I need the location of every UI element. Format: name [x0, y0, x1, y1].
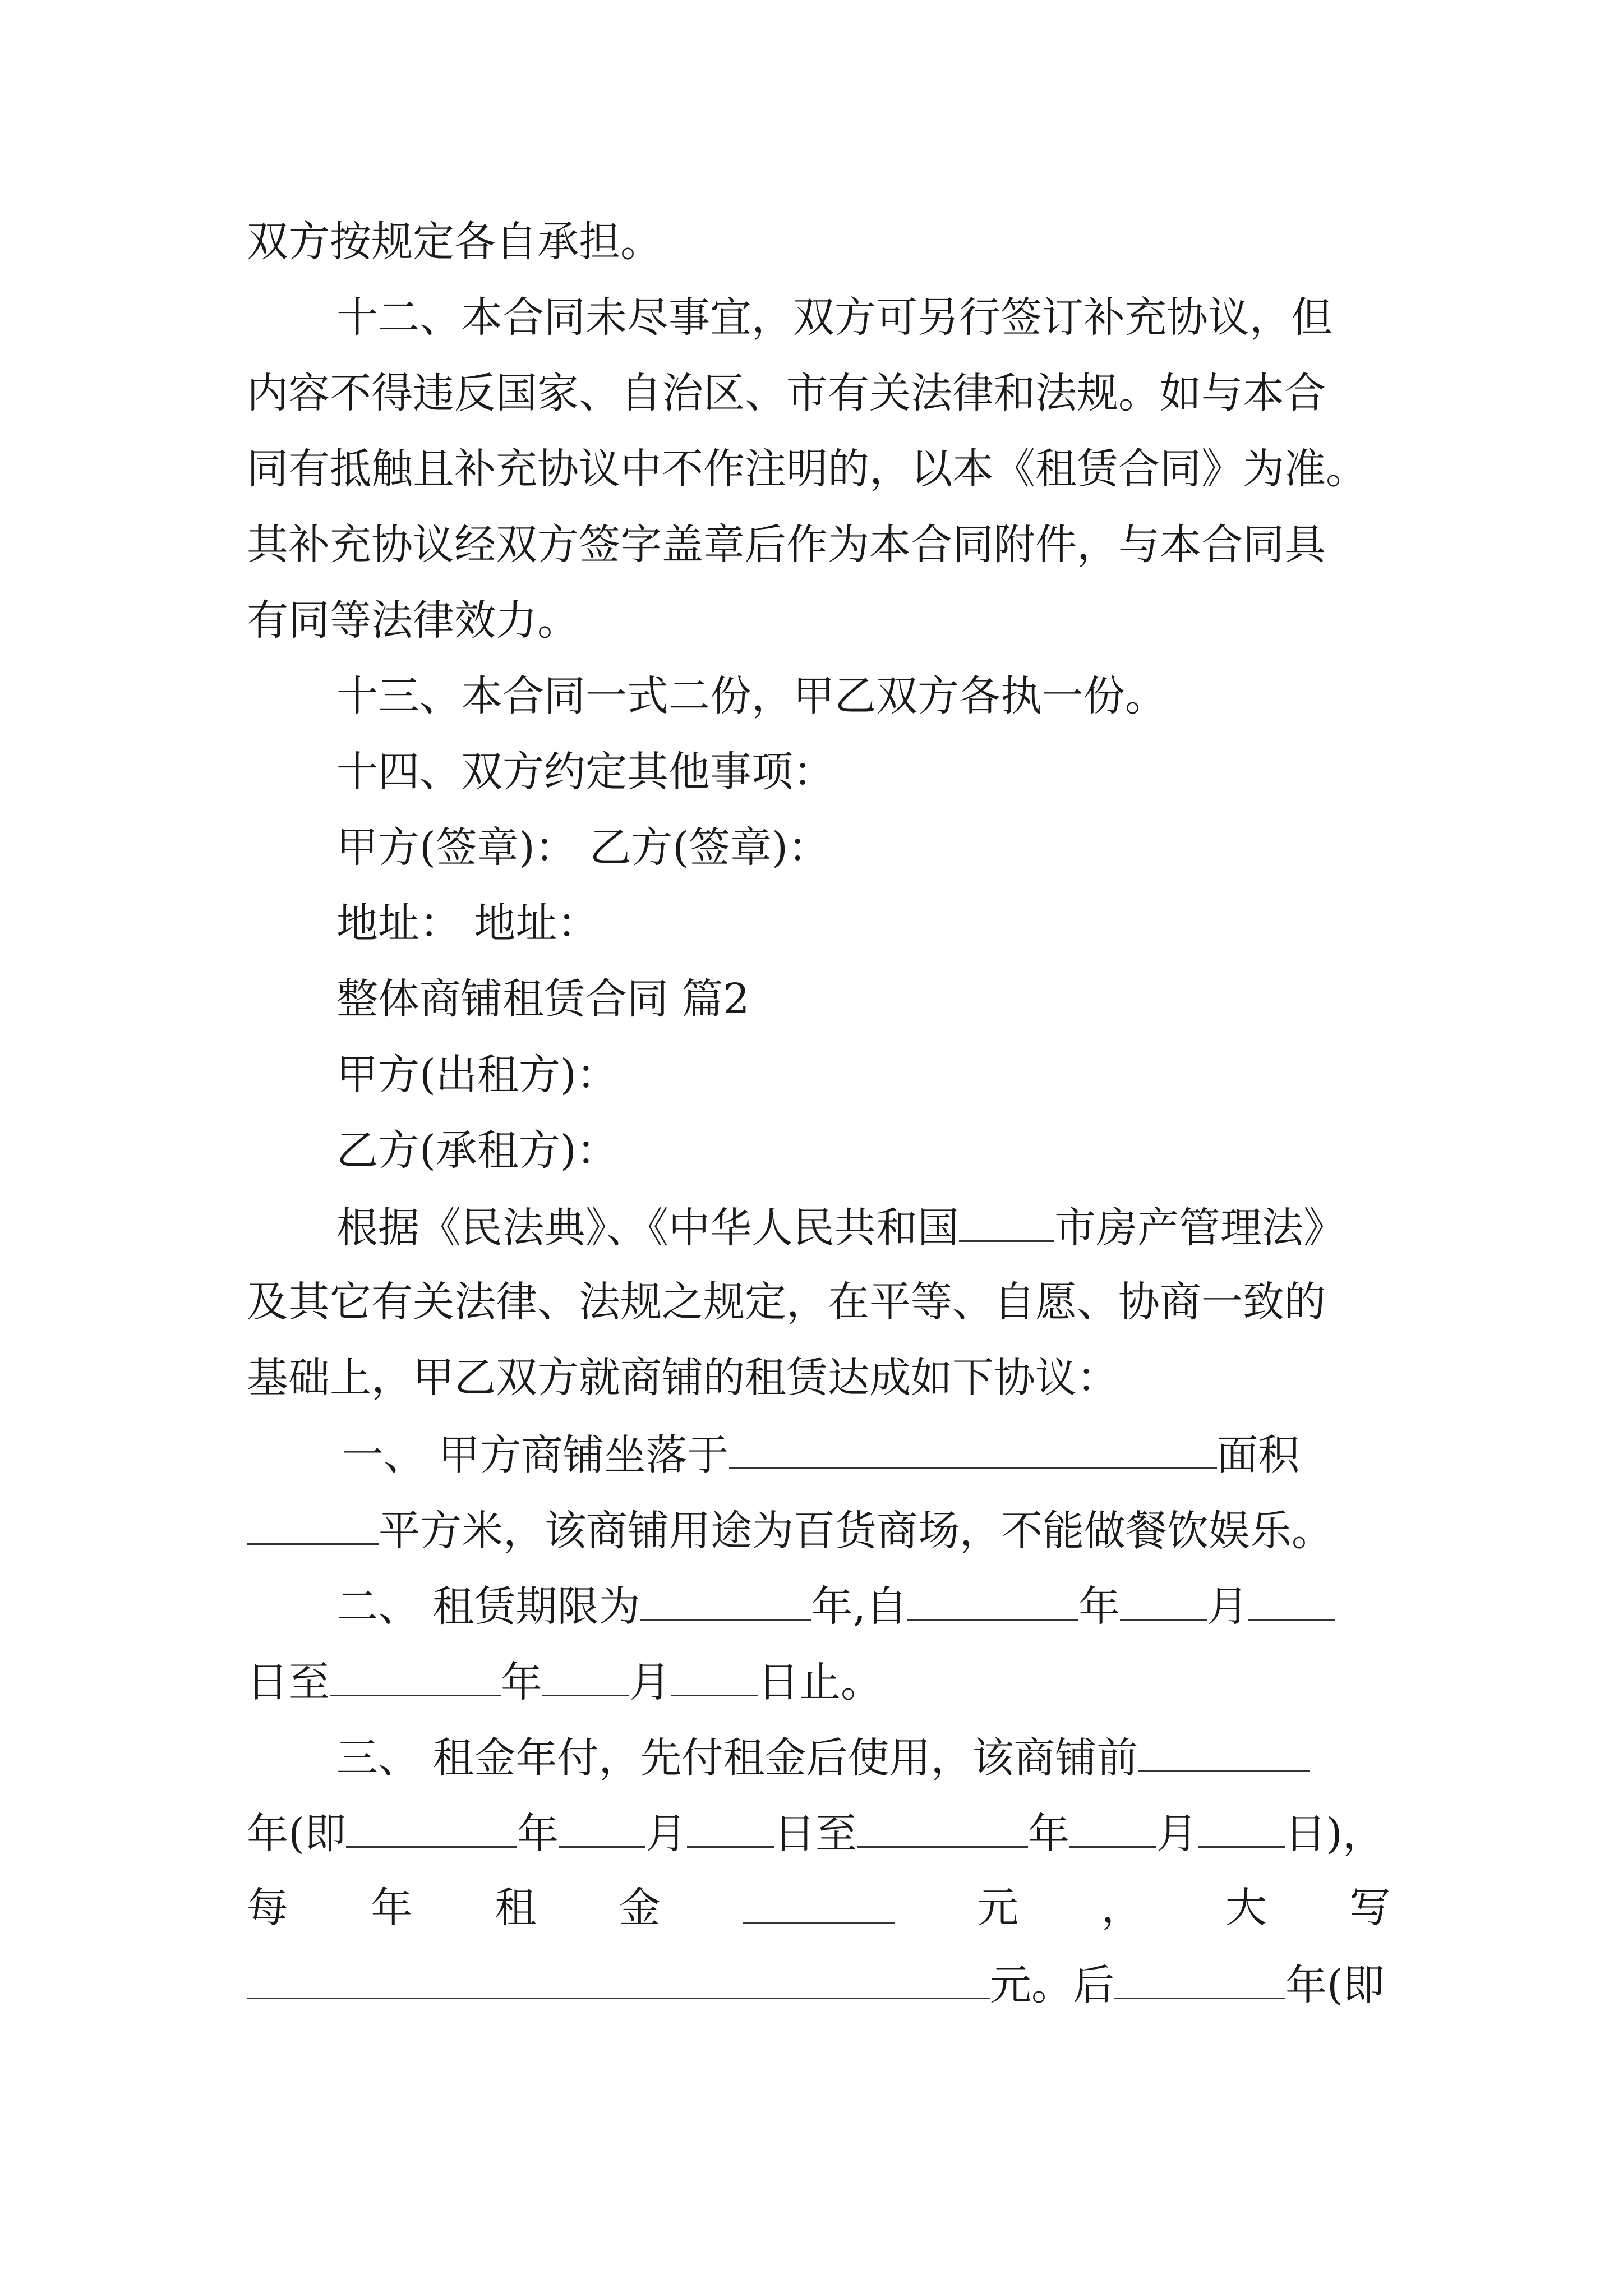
party-a-line: 甲方(出租方)： [336, 1051, 618, 1099]
end-year-blank [330, 1650, 501, 1696]
item-3-text-g: 月 [1156, 1810, 1198, 1858]
period-start-day-blank [687, 1801, 774, 1848]
section-2-title: 整体商铺租赁合同 篇2 [336, 975, 750, 1023]
item-2-text-a: 二、 租赁期限为 [336, 1582, 640, 1631]
first-period-years-blank [1138, 1726, 1310, 1772]
location-blank [729, 1423, 1217, 1469]
period-end-year-blank [857, 1801, 1028, 1848]
spread-char: 元 [977, 1884, 1019, 1932]
spread-char: 年 [371, 1884, 413, 1932]
item-3-line-1 [336, 1726, 1391, 1787]
item-2-text-e: 日至 [247, 1658, 330, 1706]
clause-11-end: 双方按规定各自承担。 [247, 218, 662, 266]
clause-12-line-5: 有同等法律效力。 [247, 596, 579, 645]
clause-12-line-4: 其补充协议经双方签字盖章后作为本合同附件，与本合同具 [247, 521, 1326, 569]
preamble-line-1 [336, 1195, 1391, 1257]
party-b-line: 乙方(承租方)： [336, 1126, 618, 1175]
item-2-text-h: 日止。 [758, 1658, 882, 1706]
item-1-line-1 [342, 1423, 1396, 1484]
spread-char: 租 [495, 1884, 537, 1932]
signature-line: 甲方(签章)： 乙方(签章)： [336, 823, 830, 872]
item-2-text-d: 月 [1207, 1582, 1249, 1631]
period-end-day-blank [1198, 1801, 1285, 1848]
end-day-blank [671, 1650, 758, 1696]
item-3-text-d: 月 [645, 1810, 687, 1858]
item-2-text-c: 年 [1078, 1582, 1121, 1631]
annual-rent-blank [743, 1877, 895, 1924]
item-3-line-4 [247, 1953, 1391, 2014]
item-3-text-a: 三、 租金年付，先付租金后使用，该商铺前 [336, 1734, 1138, 1782]
period-end-month-blank [1069, 1801, 1156, 1848]
area-blank [247, 1498, 379, 1545]
spread-char: 每 [247, 1884, 288, 1932]
spread-char: 金 [619, 1884, 661, 1932]
item-3-text-e: 日至 [773, 1810, 857, 1858]
preamble-text-a: 根据《民法典》、《中华人民共和国 [336, 1204, 959, 1252]
start-month-blank [1120, 1574, 1207, 1621]
spread-char: ， [1101, 1884, 1143, 1932]
clause-12-line-1: 十二、本合同未尽事宜，双方可另行签订补充协议，但 [336, 293, 1332, 342]
rent-in-words-blank [247, 1953, 990, 1999]
item-1-text-c: 平方米，该商铺用途为百货商场，不能做餐饮娱乐。 [379, 1507, 1333, 1555]
item-2-line-1 [336, 1574, 1391, 1636]
preamble-line-2: 及其它有关法律、法规之规定，在平等、自愿、协商一致的 [247, 1278, 1326, 1326]
preamble-text-b: 市房产管理法》 [1054, 1204, 1345, 1252]
item-2-text-g: 月 [629, 1658, 671, 1706]
city-blank [959, 1195, 1054, 1242]
item-3-text-c: 年 [517, 1810, 559, 1858]
item-3-line-3 [247, 1877, 1391, 1939]
item-3-line-2 [247, 1801, 1391, 1863]
start-year-blank [907, 1574, 1078, 1621]
item-3-text-f: 年 [1027, 1810, 1069, 1858]
period-start-year-blank [346, 1801, 517, 1848]
item-1-line-2 [247, 1498, 1391, 1560]
address-line: 地址： 地址： [336, 899, 599, 947]
item-2-text-b: 年,自 [811, 1582, 908, 1631]
item-3-text-b: 年(即 [247, 1810, 346, 1858]
clause-12-line-2: 内容不得违反国家、自治区、市有关法律和法规。如与本合 [247, 369, 1326, 417]
item-2-line-2 [247, 1650, 1391, 1711]
spread-char: 大 [1225, 1884, 1267, 1932]
later-period-years-blank [1114, 1953, 1285, 1999]
item-3-text-h: 日)， [1284, 1810, 1384, 1858]
item-1-text-b: 面积 [1216, 1431, 1300, 1479]
spread-char: 写 [1349, 1884, 1391, 1932]
item-3-text-i: 元。后 [990, 1961, 1114, 2009]
item-2-text-f: 年 [501, 1658, 542, 1706]
clause-14: 十四、双方约定其他事项： [336, 748, 834, 796]
end-month-blank [542, 1650, 629, 1696]
item-1-text-a: 一、 甲方商铺坐落于 [342, 1431, 729, 1479]
period-start-month-blank [559, 1801, 645, 1848]
start-day-blank [1248, 1574, 1335, 1621]
term-years-blank [640, 1574, 811, 1621]
item-3-text-j: 年(即 [1285, 1961, 1385, 2009]
clause-13: 十三、本合同一式二份，甲乙双方各执一份。 [336, 672, 1166, 720]
preamble-line-3: 基础上，甲乙双方就商铺的租赁达成如下协议： [247, 1354, 1118, 1402]
clause-12-line-3: 同有抵触且补充协议中不作注明的，以本《租赁合同》为准。 [247, 445, 1367, 493]
